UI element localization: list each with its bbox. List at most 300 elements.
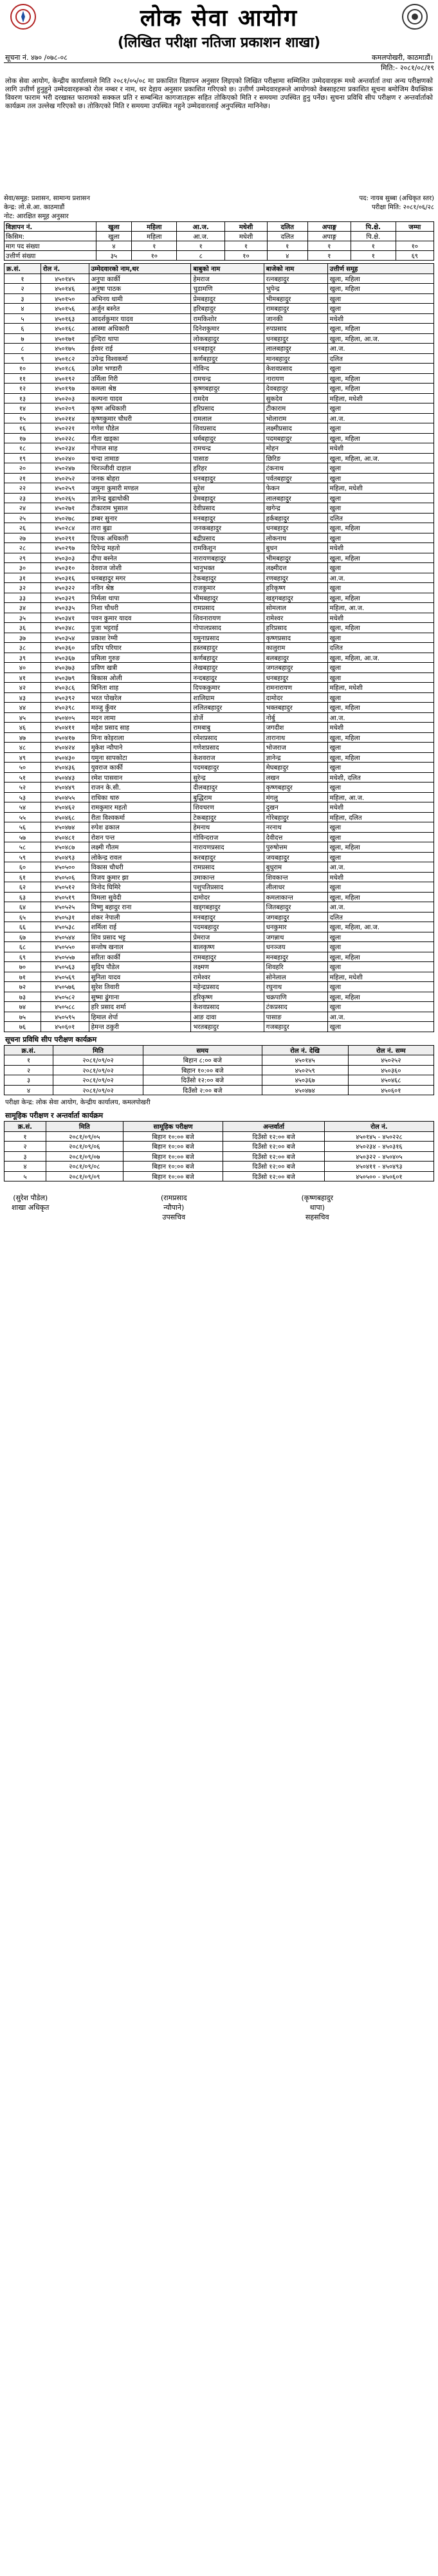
- result-cell: युवराज कार्की: [89, 763, 191, 773]
- result-cell: नोर्बु: [264, 712, 327, 723]
- result-cell: उपेन्द्र विश्वकर्मा: [89, 353, 191, 364]
- result-cell: लक्ष्मी गौतम: [89, 842, 191, 853]
- result-cell: ४५०४७४: [41, 822, 89, 833]
- result-row: [5, 543, 434, 553]
- advert-date: परीक्षा मिति: २०८१/०६/२८: [371, 204, 434, 211]
- result-cell: दामोदर: [264, 692, 327, 703]
- result-cell: १२: [5, 384, 41, 394]
- result-cell: गोविन्द: [191, 364, 264, 374]
- result-cell: ४५०५३८: [41, 922, 89, 932]
- result-cell: ५९: [5, 852, 41, 862]
- result-cell: महिला, आ.ज.: [327, 792, 433, 802]
- result-cell: शिवहरि: [264, 962, 327, 972]
- result-cell: ४५०५१२: [41, 882, 89, 893]
- signature: [11, 1193, 140, 1222]
- result-cell: ४५०१९२: [41, 373, 89, 384]
- result-cell: मदन लामा: [89, 712, 191, 723]
- result-cell: ५३: [5, 792, 41, 802]
- seat-cell: दलित: [267, 232, 307, 241]
- result-cell: ४५०२२१: [41, 423, 89, 434]
- result-cell: राधिका थारु: [89, 792, 191, 802]
- result-cell: ५०: [5, 763, 41, 773]
- result-cell: सोनेलाल: [264, 972, 327, 982]
- seat-cell: १०: [132, 251, 177, 261]
- result-cell: नविन श्रेष्ठ: [89, 583, 191, 593]
- result-cell: ४५०१५६: [41, 304, 89, 314]
- result-cell: २०: [5, 463, 41, 474]
- seat-header-cell: महिला: [132, 222, 177, 232]
- result-cell: ३४: [5, 603, 41, 613]
- signatory-role: शाखा अधिकृत: [12, 1203, 50, 1212]
- result-table: [4, 263, 434, 1032]
- result-row: [5, 483, 434, 494]
- result-cell: देवबहादुर: [264, 384, 327, 394]
- seat-header-cell: मधेशी: [225, 222, 268, 232]
- result-row: [5, 423, 434, 434]
- result-cell: जगतबहादुर: [264, 663, 327, 673]
- result-cell: रुपेश ढकाल: [89, 822, 191, 833]
- skill-cell: २: [5, 1065, 53, 1075]
- result-cell: टंकप्रसाद: [264, 1002, 327, 1012]
- result-cell: बद्रीप्रसाद: [191, 533, 264, 543]
- result-cell: हरिकृष्ण: [191, 992, 264, 1002]
- result-cell: बिनिता शाह: [89, 683, 191, 693]
- result-cell: सन्तोष खनाल: [89, 942, 191, 952]
- result-cell: लालबहादुर: [264, 344, 327, 354]
- result-cell: निर्मला थापा: [89, 593, 191, 603]
- result-row: [5, 743, 434, 753]
- result-cell: रणबहादुर: [264, 573, 327, 583]
- seat-cell: ८: [177, 251, 225, 261]
- notice-date: मिति:- २०८१/०८/१९: [381, 64, 434, 72]
- skill-cell: २०८१/०९/०२: [53, 1065, 143, 1075]
- result-cell: ४९: [5, 752, 41, 763]
- result-cell: लीलाधर: [264, 882, 327, 893]
- result-cell: कमलाकान्त: [264, 892, 327, 902]
- result-cell: ४५०३९२: [41, 692, 89, 703]
- result-cell: ज्ञानेन्द्र: [264, 752, 327, 763]
- result-cell: भोजराज: [264, 743, 327, 753]
- result-cell: सुनिता यादव: [89, 972, 191, 982]
- result-row: [5, 443, 434, 454]
- interview-row: [5, 1131, 434, 1142]
- result-cell: अभिनय धामी: [89, 293, 191, 304]
- result-cell: रमेश पासवान: [89, 772, 191, 783]
- result-cell: भरत पोखरेल: [89, 692, 191, 703]
- result-cell: शिवप्रसाद: [191, 423, 264, 434]
- result-row: [5, 1022, 434, 1032]
- skill-cell: २०८१/०९/०२: [53, 1075, 143, 1086]
- advert-note: नोट: आरक्षित समूह अनुसार: [4, 213, 69, 220]
- result-row: [5, 473, 434, 483]
- result-cell: रघुनाथ: [264, 982, 327, 992]
- result-cell: ५६: [5, 822, 41, 833]
- result-cell: गोविन्दराज: [191, 832, 264, 842]
- result-cell: नारायणप्रसाद: [191, 842, 264, 853]
- signature: [154, 1193, 284, 1222]
- interview-cell: बिहान १०:०० बजे: [123, 1151, 223, 1162]
- result-cell: ७०: [5, 962, 41, 972]
- result-cell: आ.ज.: [327, 413, 433, 423]
- result-row: [5, 353, 434, 364]
- result-cell: ४५०६०१: [41, 1022, 89, 1032]
- result-cell: लोकबहादुर: [191, 333, 264, 344]
- skill-header-cell: समय: [143, 1045, 262, 1055]
- result-cell: गोरेबहादुर: [264, 812, 327, 822]
- result-cell: ११: [5, 373, 41, 384]
- result-cell: निशा चौधरी: [89, 603, 191, 613]
- result-cell: खुला: [327, 293, 433, 304]
- seat-cell: १: [267, 241, 307, 251]
- result-cell: टीकाराम भुसाल: [89, 503, 191, 514]
- result-row: [5, 763, 434, 773]
- seat-cell: १: [177, 241, 225, 251]
- result-cell: महिला, मधेशी: [327, 972, 433, 982]
- result-row: [5, 783, 434, 793]
- result-cell: महेन्द्रप्रसाद: [191, 982, 264, 992]
- result-cell: टीकाराम: [264, 403, 327, 414]
- result-row: [5, 273, 434, 284]
- result-row: [5, 603, 434, 613]
- result-cell: ४५०३५४: [41, 633, 89, 643]
- result-row: [5, 333, 434, 344]
- result-row: [5, 802, 434, 813]
- skill-row: [5, 1065, 434, 1075]
- result-cell: टेकबहादुर: [191, 573, 264, 583]
- result-cell: सुदिप पौडेल: [89, 962, 191, 972]
- result-cell: कर्णबहादुर: [191, 353, 264, 364]
- result-cell: खड्गबहादुर: [191, 902, 264, 913]
- result-cell: ४५०५५०: [41, 942, 89, 952]
- advert-level: पद: नायब सुब्बा (अधिकृत स्तर): [359, 195, 434, 202]
- result-cell: टेकबहादुर: [191, 812, 264, 822]
- result-cell: ३७: [5, 633, 41, 643]
- result-cell: ८: [5, 344, 41, 354]
- result-cell: ४५०४८१: [41, 832, 89, 842]
- seat-cell: १०: [396, 241, 433, 251]
- result-row: [5, 573, 434, 583]
- result-cell: ५५: [5, 812, 41, 822]
- result-cell: ४५०१४५: [41, 273, 89, 284]
- result-row: [5, 822, 434, 833]
- seat-cell: १: [351, 251, 396, 261]
- result-row: [5, 882, 434, 893]
- result-cell: ४५०४५५: [41, 792, 89, 802]
- result-cell: रोशन पन्त: [89, 832, 191, 842]
- result-row: [5, 872, 434, 882]
- result-cell: शंकर नेपाली: [89, 912, 191, 922]
- result-row: [5, 284, 434, 294]
- result-cell: लक्ष्मीप्रसाद: [264, 423, 327, 434]
- result-row: [5, 852, 434, 862]
- result-row: [5, 403, 434, 414]
- result-cell: केशवराज: [191, 752, 264, 763]
- result-header-cell: रोल नं.: [41, 264, 89, 274]
- result-cell: अनुषा पाठक: [89, 284, 191, 294]
- result-cell: २: [5, 284, 41, 294]
- interview-cell: २०८१/०९/०७: [46, 1151, 123, 1162]
- result-cell: कृष्णबहादुर: [264, 783, 327, 793]
- result-cell: प्रेमबहादुर: [191, 293, 264, 304]
- result-cell: जमुना कुमारी मण्डल: [89, 483, 191, 494]
- result-row: [5, 942, 434, 952]
- result-cell: ४५०५३१: [41, 912, 89, 922]
- result-cell: खुला, महिला: [327, 553, 433, 563]
- skill-cell: १: [5, 1055, 53, 1066]
- result-cell: केशवप्रसाद: [191, 1002, 264, 1012]
- result-cell: चिरञ्जीवी दाहाल: [89, 463, 191, 474]
- result-cell: धनबहादुर: [264, 333, 327, 344]
- result-cell: खुला, महिला: [327, 284, 433, 294]
- result-cell: मनबहादुर: [191, 912, 264, 922]
- result-row: [5, 723, 434, 733]
- interview-cell: २: [5, 1142, 46, 1152]
- result-cell: दामोदर: [191, 892, 264, 902]
- result-cell: ४५०१६८: [41, 324, 89, 334]
- result-cell: लक्ष्मीदत्त: [264, 563, 327, 573]
- skill-row: [5, 1055, 434, 1066]
- result-cell: २७: [5, 533, 41, 543]
- seat-header-cell: जम्मा: [396, 222, 433, 232]
- result-cell: ७१: [5, 972, 41, 982]
- result-cell: इन्दिरा थापा: [89, 333, 191, 344]
- intro-paragraph: लोक सेवा आयोग, केन्द्रीय कार्यालयले मिति २०८१/०५/०८ मा प्रकाशित विज्ञापन अनुसार लिइएको लिखित परीक्षामा सम्मिलित उम्मेदवारहरू मध्ये अन्तर्वार्ता तथा अन्य परीक्षणको लागि उत्तीर्ण हुनुहुने उम्मेदवारहरूको रोल नम्बर र नाम, थर देहाय अनुसार प्रकाशित गरिएको छ। उत्तीर्ण उम्मेदवारहरूले आयोगको वेबसाइटमा प्रकाशित सूचना बमोजिम वैयक्तिक विवरण फाराम भरी दरखास्त फारामको सक्कल प्रति र सम्बन्धित कागजातहरू सहित तोकिएको मिति र समयमा उपस्थित हुनु पर्नेछ। सुचना प्रविधि सीप परीक्षण र अन्तर्वार्ताको कार्यक्रम तल उल्लेख गरिएको छ। तोकिएको मिति र समयमा उपस्थित नहुने उम्मेदवारलाई अनुपस्थित मानिनेछ।: [5, 77, 433, 110]
- skill-cell: बिहान ८:०० बजे: [143, 1055, 262, 1066]
- result-cell: १७: [5, 433, 41, 443]
- seat-cell: आ.ज.: [177, 232, 225, 241]
- result-cell: हरिकृष्ण: [264, 583, 327, 593]
- skill-cell: ४: [5, 1085, 53, 1095]
- skill-header-cell: रोल नं. देखि: [262, 1045, 348, 1055]
- result-cell: जगबहादुर: [264, 912, 327, 922]
- result-cell: रामकुमार महतो: [89, 802, 191, 813]
- seat-cell: १: [307, 251, 351, 261]
- result-cell: ४५०३६०: [41, 643, 89, 653]
- seat-header-cell: दलित: [267, 222, 307, 232]
- signature: [298, 1193, 427, 1222]
- skill-cell: ४५०२५९: [262, 1065, 348, 1075]
- result-cell: खुला: [327, 493, 433, 503]
- result-cell: लखन: [264, 772, 327, 783]
- result-cell: रत्नबहादुर: [264, 273, 327, 284]
- result-cell: दिनेशकुमार: [191, 324, 264, 334]
- result-cell: मधेशी: [327, 723, 433, 733]
- result-cell: देवीप्रसाद: [191, 503, 264, 514]
- result-cell: जगन्नाथ: [264, 932, 327, 942]
- skill-cell: ४५०१४५: [262, 1055, 348, 1066]
- result-cell: सरिता कार्की: [89, 952, 191, 962]
- result-cell: ३३: [5, 593, 41, 603]
- interview-row: [5, 1142, 434, 1152]
- result-cell: रामबहादुर: [191, 952, 264, 962]
- result-cell: ३६: [5, 623, 41, 633]
- result-cell: ४५०४९३: [41, 852, 89, 862]
- notice-number: सूचना नं. ४७० /०७८-०८: [5, 53, 68, 62]
- result-row: [5, 533, 434, 543]
- result-cell: रामकिशुन: [191, 543, 264, 553]
- interview-cell: दिउँसो १२:०० बजे: [223, 1131, 325, 1142]
- result-cell: ६: [5, 324, 41, 334]
- result-cell: धनकुमार: [264, 922, 327, 932]
- result-cell: खुला: [327, 403, 433, 414]
- result-row: [5, 703, 434, 713]
- result-cell: कृष्ण अधिकारी: [89, 403, 191, 414]
- result-cell: भरतबहादुर: [191, 1022, 264, 1032]
- result-row: [5, 932, 434, 942]
- seat-cell: महिला: [132, 232, 177, 241]
- result-cell: लेखबहादुर: [191, 663, 264, 673]
- psc-seal-icon: [402, 4, 428, 30]
- result-header-cell: क्र.सं.: [5, 264, 41, 274]
- result-cell: २१: [5, 473, 41, 483]
- interview-cell: ४५०१४५ - ४५०२२८: [324, 1131, 433, 1142]
- result-cell: ४५०१६३: [41, 313, 89, 324]
- result-cell: ३९: [5, 653, 41, 663]
- result-cell: कृष्णकुमार चौधरी: [89, 413, 191, 423]
- skill-row: [5, 1075, 434, 1086]
- skill-test-venue: परीक्षा केन्द्र: लोक सेवा आयोग, केन्द्रीय कार्यालय, कमलपोखरी: [5, 1099, 151, 1106]
- result-cell: शिवकान्त: [264, 872, 327, 882]
- result-cell: २३: [5, 493, 41, 503]
- result-row: [5, 962, 434, 972]
- result-cell: खुला, महिला, आ.ज.: [327, 653, 433, 663]
- result-cell: खुला, महिला: [327, 523, 433, 533]
- result-cell: ४५०२०९: [41, 403, 89, 414]
- result-row: [5, 842, 434, 853]
- result-cell: १८: [5, 443, 41, 454]
- result-cell: ४६: [5, 723, 41, 733]
- result-cell: ४५०५६९: [41, 972, 89, 982]
- result-cell: सुष्मा ढुंगाना: [89, 992, 191, 1002]
- result-row: [5, 563, 434, 573]
- result-row: [5, 792, 434, 802]
- result-row: [5, 583, 434, 593]
- result-cell: ४८: [5, 743, 41, 753]
- result-cell: २२: [5, 483, 41, 494]
- page-title: लोक सेवा आयोग: [140, 5, 298, 32]
- result-row: [5, 633, 434, 643]
- skill-cell: २०८१/०९/०२: [53, 1085, 143, 1095]
- result-cell: गणेश पौडेल: [89, 423, 191, 434]
- result-cell: ३: [5, 293, 41, 304]
- interview-cell: १: [5, 1131, 46, 1142]
- result-cell: ४५०४६२: [41, 802, 89, 813]
- result-cell: धनबहादुर मगर: [89, 573, 191, 583]
- result-cell: रामचन्द्र: [191, 373, 264, 384]
- result-cell: गोपाल साह: [89, 443, 191, 454]
- result-cell: जगदीश: [264, 723, 327, 733]
- seat-cell: किसिम:: [5, 232, 96, 241]
- result-cell: नन्दबहादुर: [191, 672, 264, 683]
- result-row: [5, 593, 434, 603]
- interview-cell: ३: [5, 1151, 46, 1162]
- result-cell: ७२: [5, 982, 41, 992]
- result-cell: ४५०४०५: [41, 712, 89, 723]
- result-cell: ४५०५९५: [41, 1012, 89, 1022]
- skill-test-table: [4, 1045, 434, 1096]
- result-cell: २४: [5, 503, 41, 514]
- interview-row: [5, 1171, 434, 1181]
- result-cell: लोकेन्द्र रावल: [89, 852, 191, 862]
- result-cell: मधेशी: [327, 543, 433, 553]
- interview-row: [5, 1151, 434, 1162]
- result-cell: रामप्रसाद: [191, 603, 264, 613]
- result-cell: विष्णु बहादुर राना: [89, 902, 191, 913]
- interview-cell: ४५०५०० - ४५०६०१: [324, 1171, 433, 1181]
- result-cell: ४३: [5, 692, 41, 703]
- skill-cell: बिहान १०:०० बजे: [143, 1065, 262, 1075]
- result-cell: चक्रपाणि: [264, 992, 327, 1002]
- signatory-role: सहसचिव: [305, 1213, 329, 1221]
- result-cell: ४५०४८७: [41, 842, 89, 853]
- result-cell: खुला, महिला, आ.ज.: [327, 922, 433, 932]
- result-cell: दिपेन्द्र महतो: [89, 543, 191, 553]
- result-row: [5, 313, 434, 324]
- result-cell: दलित: [327, 912, 433, 922]
- result-row: [5, 344, 434, 354]
- interview-cell: ५: [5, 1171, 46, 1181]
- result-cell: धनबहादुर: [264, 523, 327, 533]
- result-cell: महिला, मधेशी: [327, 483, 433, 494]
- result-cell: ७३: [5, 992, 41, 1002]
- result-row: [5, 732, 434, 743]
- result-cell: रामेश्वर: [191, 972, 264, 982]
- result-cell: धनञ्जय: [264, 942, 327, 952]
- interview-cell: ४५०३२२ - ४५०४०५: [324, 1151, 433, 1162]
- result-row: [5, 623, 434, 633]
- result-row: [5, 972, 434, 982]
- result-cell: ४५०३१०: [41, 563, 89, 573]
- result-cell: महिला, मधेशी: [327, 683, 433, 693]
- result-cell: हेमनाथ: [191, 822, 264, 833]
- result-row: [5, 653, 434, 663]
- result-cell: ४५०५७६: [41, 982, 89, 992]
- result-row: [5, 513, 434, 523]
- result-cell: खुला: [327, 852, 433, 862]
- result-cell: ४५०१७५: [41, 344, 89, 354]
- seat-row: [5, 241, 434, 251]
- result-cell: ४५०२९७: [41, 543, 89, 553]
- result-cell: तारा बुढा: [89, 523, 191, 533]
- result-cell: ४५०३०३: [41, 553, 89, 563]
- result-cell: २९: [5, 553, 41, 563]
- result-cell: ३०: [5, 563, 41, 573]
- result-cell: कृष्णबहादुर: [191, 384, 264, 394]
- skill-cell: दिउँसो १२:०० बजे: [143, 1075, 262, 1086]
- result-row: [5, 772, 434, 783]
- result-cell: मुकेश न्यौपाने: [89, 743, 191, 753]
- result-cell: ७४: [5, 1002, 41, 1012]
- interview-header-cell: मिति: [46, 1122, 123, 1132]
- result-cell: प्रकाश रेग्मी: [89, 633, 191, 643]
- result-cell: विमला सुवेदी: [89, 892, 191, 902]
- result-cell: खुला, महिला, आ.ज.: [327, 453, 433, 463]
- result-row: [5, 982, 434, 992]
- result-cell: ६९: [5, 952, 41, 962]
- result-cell: ४५०४२४: [41, 743, 89, 753]
- result-cell: खुला: [327, 832, 433, 842]
- result-cell: ५२: [5, 783, 41, 793]
- result-cell: हरिप्रसाद: [191, 403, 264, 414]
- result-cell: ४०: [5, 663, 41, 673]
- result-cell: खुला: [327, 633, 433, 643]
- result-cell: ४५०५८२: [41, 992, 89, 1002]
- result-cell: ४५०१५०: [41, 293, 89, 304]
- result-cell: खुला, महिला: [327, 273, 433, 284]
- result-header-cell: उत्तीर्ण समूह: [327, 264, 433, 274]
- result-cell: गोपालप्रसाद: [191, 623, 264, 633]
- result-cell: ४५०१९७: [41, 384, 89, 394]
